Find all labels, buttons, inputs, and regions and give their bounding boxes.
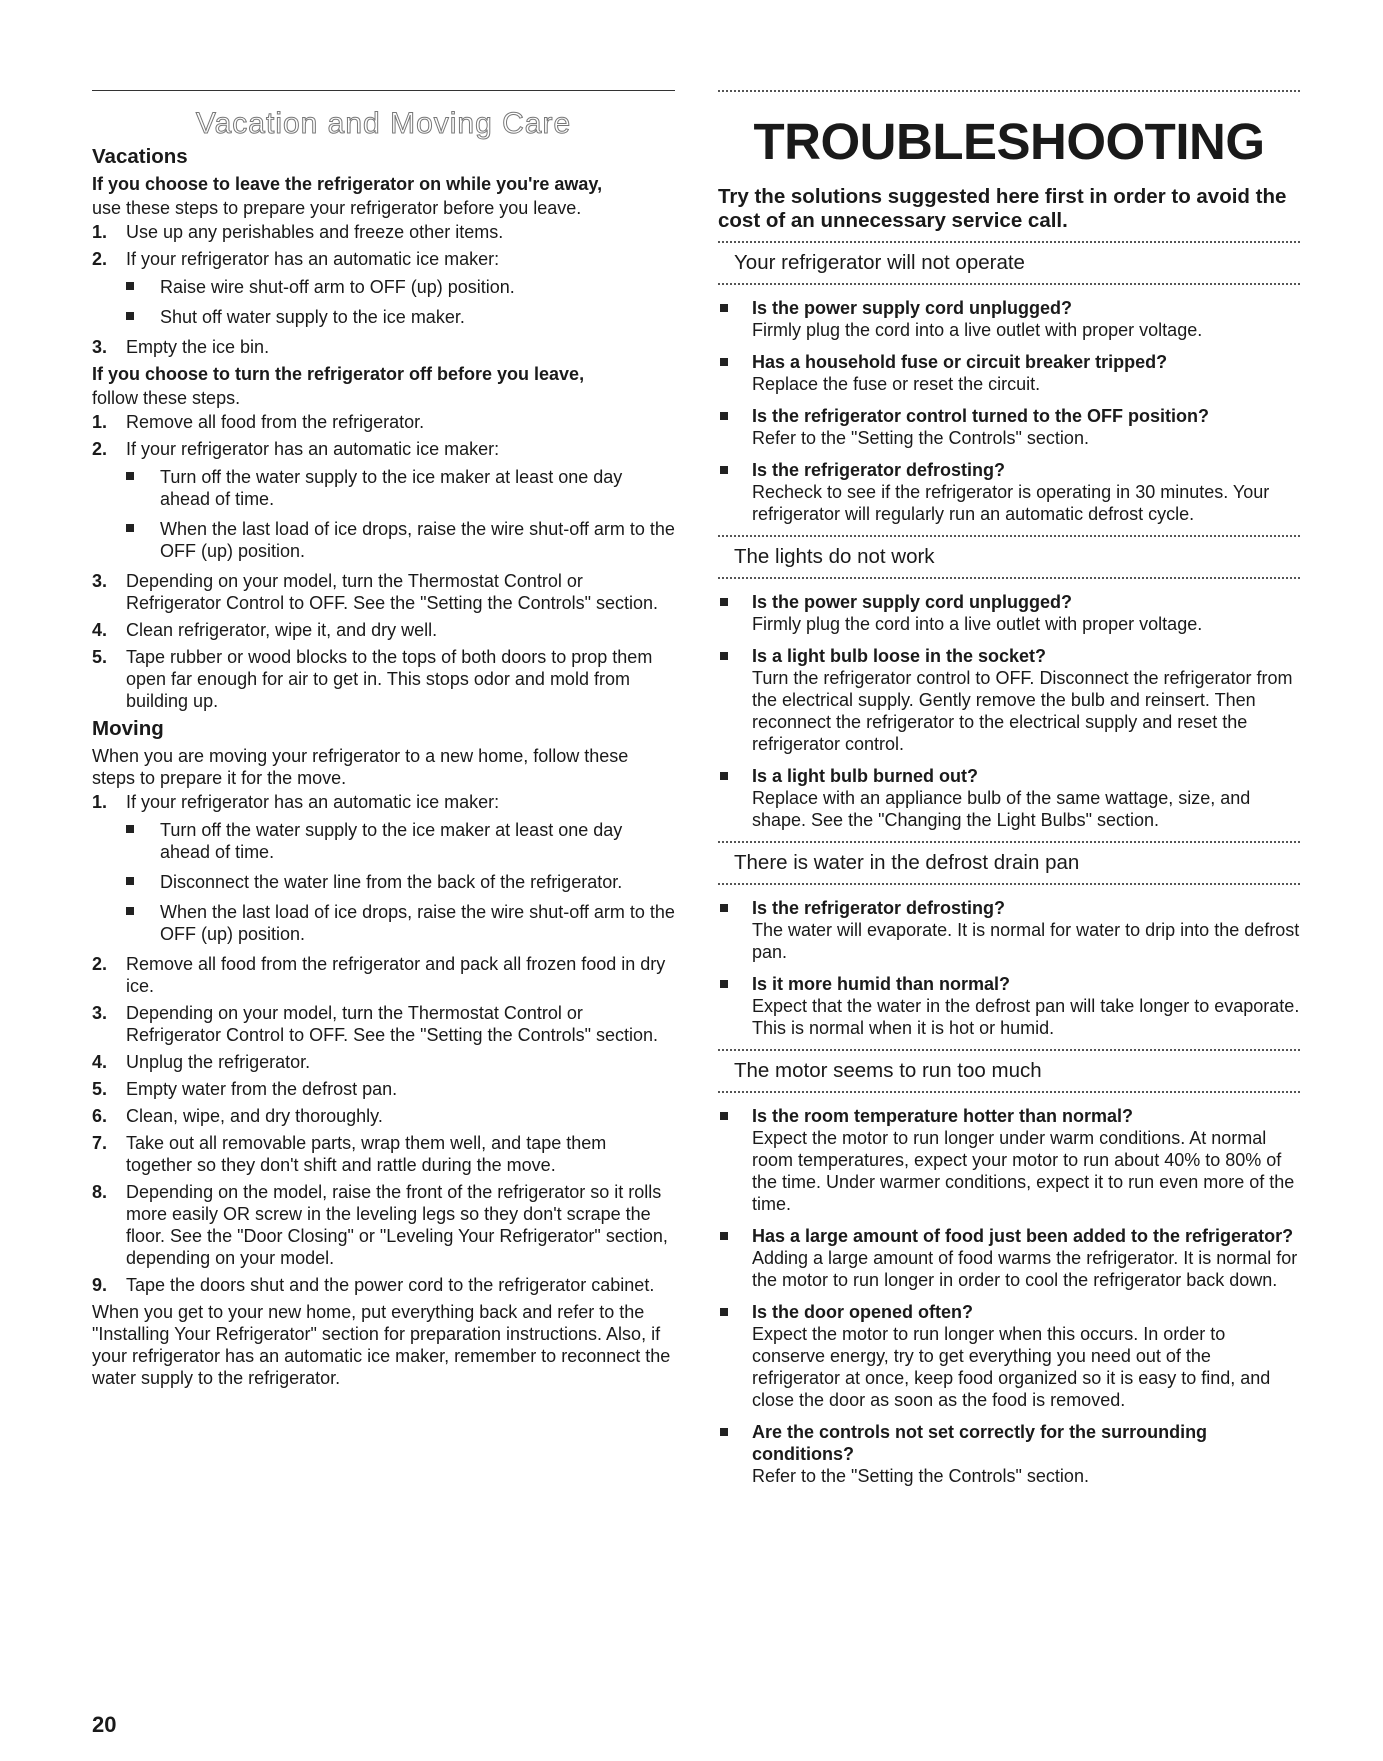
question-text: Is a light bulb burned out?: [752, 766, 978, 786]
solution-item: [718, 645, 1300, 755]
vacation-on-steps: [92, 221, 675, 358]
vacation-on-lead: If you choose to leave the refrigerator on while you're away,: [92, 174, 603, 194]
problem-list: [718, 241, 1300, 1487]
vacation-off-lead: If you choose to turn the refrigerator off before you leave,: [92, 364, 585, 384]
sub-bullet-item: [126, 518, 675, 562]
step-number: 4.: [92, 620, 108, 640]
sub-bullet-text: Raise wire shut-off arm to OFF (up) position.: [160, 277, 515, 297]
bullet-square-icon: [720, 466, 728, 474]
sub-bullet-item: [126, 466, 675, 510]
dotted-divider: [718, 535, 1300, 537]
bullet-square-icon: [720, 772, 728, 780]
bullet-square-icon: [720, 1308, 728, 1316]
bullet-square-icon: [720, 598, 728, 606]
dotted-divider: [718, 1049, 1300, 1051]
answer-text: Recheck to see if the refrigerator is operating in 30 minutes. Your refrigerator will regularly run an automatic defrost cycle.: [752, 482, 1270, 524]
step-number: 7.: [92, 1133, 108, 1153]
problem-heading: There is water in the defrost drain pan: [734, 851, 1080, 874]
step-text: If your refrigerator has an automatic ice maker:: [126, 792, 500, 812]
bullet-square-icon: [720, 652, 728, 660]
sub-bullet-item: [126, 819, 675, 863]
step-item: [92, 1078, 675, 1100]
moving-closing: When you get to your new home, put everything back and refer to the "Installing Your Refrigerator" section for preparation instructions. Also, if your refrigerator has an automatic ice maker, remember to reconnect the water supply to the refrigerator.: [92, 1302, 671, 1388]
answer-text: Firmly plug the cord into a live outlet with proper voltage.: [752, 614, 1203, 634]
sub-bullet-text: Turn off the water supply to the ice maker at least one day ahead of time.: [160, 467, 623, 509]
dotted-divider: [718, 283, 1300, 285]
problem-heading: The lights do not work: [734, 545, 935, 568]
answer-text: Adding a large amount of food warms the refrigerator. It is normal for the motor to run longer in order to cool the refrigerator back down.: [752, 1248, 1298, 1290]
problem-heading: The motor seems to run too much: [734, 1059, 1042, 1082]
answer-text: Refer to the "Setting the Controls" section.: [752, 1466, 1089, 1486]
step-text: Tape the doors shut and the power cord to the refrigerator cabinet.: [126, 1275, 655, 1295]
solution-item: [718, 459, 1300, 525]
dotted-divider: [718, 841, 1300, 843]
question-text: Is the power supply cord unplugged?: [752, 298, 1073, 318]
bullet-square-icon: [720, 1232, 728, 1240]
step-item: [92, 221, 675, 243]
step-item: [92, 570, 675, 614]
sub-bullet-list: [126, 466, 675, 562]
step-number: 9.: [92, 1275, 108, 1295]
solution-item: [718, 1225, 1300, 1291]
moving-intro: When you are moving your refrigerator to a new home, follow these steps to prepare it for the move.: [92, 746, 629, 788]
answer-text: The water will evaporate. It is normal for water to drip into the defrost pan.: [752, 920, 1300, 962]
step-text: Use up any perishables and freeze other items.: [126, 222, 504, 242]
step-text: Take out all removable parts, wrap them well, and tape them together so they don't shift and rattle during the move.: [126, 1133, 607, 1175]
step-text: If your refrigerator has an automatic ice maker:: [126, 249, 500, 269]
bullet-square-icon: [126, 282, 134, 290]
step-number: 4.: [92, 1052, 108, 1072]
step-number: 5.: [92, 647, 108, 667]
solution-item: [718, 1421, 1300, 1487]
problem-section: [718, 535, 1300, 831]
vacation-off-steps: [92, 411, 675, 712]
bullet-square-icon: [720, 358, 728, 366]
dotted-divider: [718, 1091, 1300, 1093]
question-text: Has a household fuse or circuit breaker tripped?: [752, 352, 1168, 372]
troubleshooting-title: TROUBLESHOOTING: [753, 113, 1265, 170]
step-item: [92, 646, 675, 712]
step-item: [92, 1105, 675, 1127]
step-number: 3.: [92, 337, 108, 357]
question-text: Is it more humid than normal?: [752, 974, 1011, 994]
answer-text: Replace the fuse or reset the circuit.: [752, 374, 1041, 394]
step-item: [92, 1181, 675, 1269]
step-text: Empty water from the defrost pan.: [126, 1079, 398, 1099]
step-number: 1.: [92, 222, 108, 242]
step-text: Clean, wipe, and dry thoroughly.: [126, 1106, 383, 1126]
step-text: Remove all food from the refrigerator and pack all frozen food in dry ice.: [126, 954, 666, 996]
troubleshooting-intro: Try the solutions suggested here first in order to avoid the cost of an unnecessary service call.: [718, 185, 1287, 232]
step-text: If your refrigerator has an automatic ice maker:: [126, 439, 500, 459]
solution-item: [718, 351, 1300, 395]
sub-bullet-list: [126, 819, 675, 945]
dotted-divider: [718, 883, 1300, 885]
step-text: Depending on your model, turn the Thermostat Control or Refrigerator Control to OFF. See the "Setting the Controls" section.: [126, 1003, 659, 1045]
moving-steps: [92, 791, 675, 1296]
vacations-heading: Vacations: [92, 145, 188, 168]
step-item: [92, 248, 675, 328]
question-text: Is the power supply cord unplugged?: [752, 592, 1073, 612]
step-text: Unplug the refrigerator.: [126, 1052, 311, 1072]
bullet-square-icon: [126, 472, 134, 480]
right-column: [718, 90, 1300, 1497]
page-number: 20: [92, 1712, 117, 1737]
dotted-divider: [718, 241, 1300, 243]
section-title: Vacation and Moving Care: [195, 107, 572, 140]
solution-item: [718, 1105, 1300, 1215]
problem-section: [718, 1049, 1300, 1487]
step-number: 1.: [92, 792, 108, 812]
question-text: Is a light bulb loose in the socket?: [752, 646, 1047, 666]
step-item: [92, 619, 675, 641]
step-text: Depending on your model, turn the Thermostat Control or Refrigerator Control to OFF. See the "Setting the Controls" section.: [126, 571, 659, 613]
problem-section: [718, 241, 1300, 525]
bullet-square-icon: [720, 1428, 728, 1436]
answer-text: Expect that the water in the defrost pan will take longer to evaporate. This is normal when it is hot or humid.: [752, 996, 1300, 1038]
question-text: Is the room temperature hotter than normal?: [752, 1106, 1134, 1126]
answer-text: Expect the motor to run longer when this occurs. In order to conserve energy, try to get everything you need out of the refrigerator at once, keep food organized so it is easy to find, and close the door as soon as the food is removed.: [752, 1324, 1271, 1410]
step-number: 2.: [92, 439, 108, 459]
step-item: [92, 1132, 675, 1176]
sub-bullet-text: Turn off the water supply to the ice maker at least one day ahead of time.: [160, 820, 623, 862]
sub-bullet-text: When the last load of ice drops, raise the wire shut-off arm to the OFF (up) position.: [160, 902, 675, 944]
answer-text: Expect the motor to run longer under warm conditions. At normal room temperatures, expect your motor to run about 40% to 80% of the time. Under warmer conditions, expect it to run even more of the time.: [752, 1128, 1295, 1214]
bullet-square-icon: [126, 825, 134, 833]
vacation-on-text: use these steps to prepare your refrigerator before you leave.: [92, 198, 582, 218]
step-number: 6.: [92, 1106, 108, 1126]
step-number: 2.: [92, 954, 108, 974]
step-number: 2.: [92, 249, 108, 269]
sub-bullet-item: [126, 871, 675, 893]
sub-bullet-item: [126, 306, 675, 328]
step-text: Tape rubber or wood blocks to the tops of both doors to prop them open far enough for air to get in. This stops odor and mold from building up.: [126, 647, 653, 711]
answer-text: Turn the refrigerator control to OFF. Disconnect the refrigerator from the electrical supply. Gently remove the bulb and reinsert. Then reconnect the refrigerator to the electrical supply and reset the refrigerator control.: [752, 668, 1293, 754]
step-text: Remove all food from the refrigerator.: [126, 412, 425, 432]
solution-item: [718, 973, 1300, 1039]
solution-item: [718, 297, 1300, 341]
bullet-square-icon: [126, 312, 134, 320]
bullet-square-icon: [126, 907, 134, 915]
step-item: [92, 1002, 675, 1046]
answer-text: Replace with an appliance bulb of the same wattage, size, and shape. See the "Changing the Light Bulbs" section.: [752, 788, 1251, 830]
step-item: [92, 1274, 675, 1296]
solution-item: [718, 591, 1300, 635]
vacation-off-text: follow these steps.: [92, 388, 241, 408]
bullet-square-icon: [126, 524, 134, 532]
sub-bullet-text: When the last load of ice drops, raise the wire shut-off arm to the OFF (up) position.: [160, 519, 675, 561]
bullet-square-icon: [720, 904, 728, 912]
question-text: Has a large amount of food just been added to the refrigerator?: [752, 1226, 1294, 1246]
sub-bullet-item: [126, 276, 675, 298]
question-text: Are the controls not set correctly for the surrounding conditions?: [752, 1422, 1208, 1464]
solution-item: [718, 765, 1300, 831]
step-number: 8.: [92, 1182, 108, 1202]
step-number: 5.: [92, 1079, 108, 1099]
sub-bullet-item: [126, 901, 675, 945]
step-item: [92, 1051, 675, 1073]
answer-text: Firmly plug the cord into a live outlet with proper voltage.: [752, 320, 1203, 340]
top-rule: [92, 90, 675, 91]
dotted-divider: [718, 577, 1300, 579]
moving-heading: Moving: [92, 717, 164, 740]
problem-section: [718, 841, 1300, 1039]
step-item: [92, 953, 675, 997]
sub-bullet-list: [126, 276, 675, 328]
solution-item: [718, 405, 1300, 449]
step-text: Empty the ice bin.: [126, 337, 270, 357]
sub-bullet-text: Disconnect the water line from the back of the refrigerator.: [160, 872, 623, 892]
answer-text: Refer to the "Setting the Controls" section.: [752, 428, 1089, 448]
question-text: Is the refrigerator defrosting?: [752, 460, 1006, 480]
step-item: [92, 336, 675, 358]
bullet-square-icon: [126, 877, 134, 885]
step-item: [92, 438, 675, 562]
step-text: Depending on the model, raise the front of the refrigerator so it rolls more easily OR screw in the leveling legs so they don't scrape the floor. See the "Door Closing" or "Leveling Your Refrigerator" section, depending on your model.: [126, 1182, 668, 1268]
solution-item: [718, 897, 1300, 963]
top-dotted-rule: [718, 90, 1300, 92]
bullet-square-icon: [720, 980, 728, 988]
step-text: Clean refrigerator, wipe it, and dry well.: [126, 620, 438, 640]
problem-heading: Your refrigerator will not operate: [734, 251, 1025, 274]
left-column: [92, 90, 675, 1391]
solution-item: [718, 1301, 1300, 1411]
bullet-square-icon: [720, 1112, 728, 1120]
question-text: Is the door opened often?: [752, 1302, 973, 1322]
bullet-square-icon: [720, 412, 728, 420]
step-item: [92, 411, 675, 433]
question-text: Is the refrigerator defrosting?: [752, 898, 1006, 918]
sub-bullet-text: Shut off water supply to the ice maker.: [160, 307, 465, 327]
step-number: 3.: [92, 1003, 108, 1023]
question-text: Is the refrigerator control turned to the OFF position?: [752, 406, 1210, 426]
step-number: 1.: [92, 412, 108, 432]
step-number: 3.: [92, 571, 108, 591]
bullet-square-icon: [720, 304, 728, 312]
step-item: [92, 791, 675, 945]
